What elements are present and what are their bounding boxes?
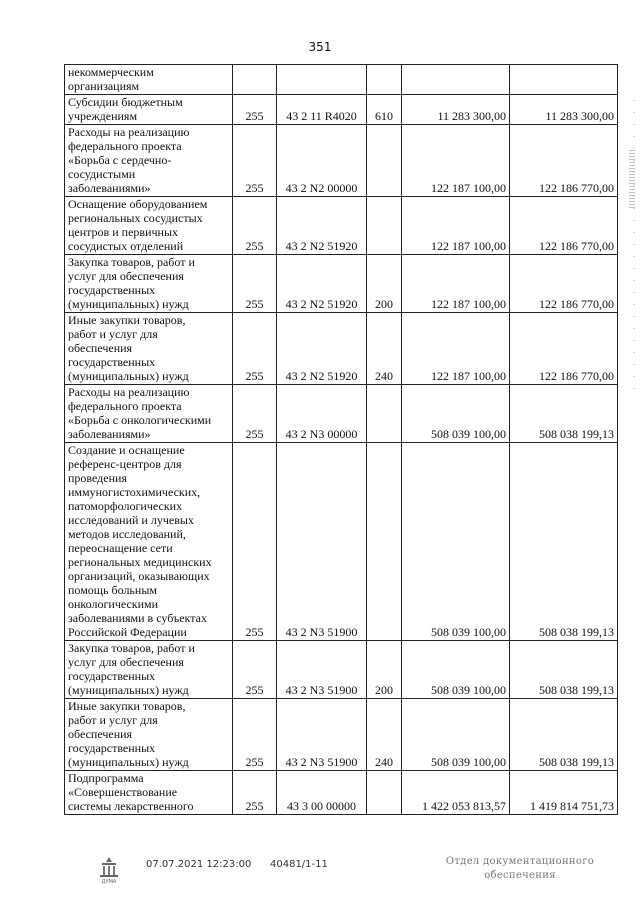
row-name-line: помощь больным	[68, 583, 157, 597]
budget-table-body	[65, 65, 618, 815]
approved-amount: 1 422 053 813,57	[402, 771, 510, 815]
row-name-line: работ и услуг для	[68, 327, 158, 341]
table-row	[65, 255, 618, 313]
approved-amount: 508 039 100,00	[402, 443, 510, 641]
executed-amount: 122 186 770,00	[510, 313, 618, 385]
table-row	[65, 443, 618, 641]
department-code: 255	[233, 125, 277, 197]
department-stamp	[440, 855, 600, 883]
row-name-line: «Борьба с сердечно-	[68, 153, 172, 167]
executed-amount: 1 419 814 751,73	[510, 771, 618, 815]
scan-edge-dots	[633, 100, 635, 400]
executed-amount: 508 038 199,13	[510, 385, 618, 443]
target-article-code: 43 2 N2 51920	[277, 313, 367, 385]
row-name-line: (муниципальных) нужд	[68, 683, 189, 697]
department-code	[233, 65, 277, 95]
row-name-line: Закупка товаров, работ и	[68, 255, 195, 269]
table-row	[65, 699, 618, 771]
row-name	[65, 65, 233, 95]
approved-amount: 508 039 100,00	[402, 641, 510, 699]
row-name-line: услуг для обеспечения	[68, 655, 184, 669]
department-stamp-line: Отдел документационного	[445, 856, 595, 867]
expense-type-code	[367, 65, 402, 95]
row-name	[65, 197, 233, 255]
executed-amount: 11 283 300,00	[510, 95, 618, 125]
row-name-line: Иные закупки товаров,	[68, 699, 186, 713]
table-row	[65, 95, 618, 125]
row-name-line: «Совершенствование	[68, 785, 178, 799]
target-article-code: 43 2 N3 51900	[277, 699, 367, 771]
svg-text:ДУМА: ДУМА	[101, 879, 117, 885]
approved-amount	[402, 65, 510, 95]
row-name-line: иммуногистохимических,	[68, 485, 201, 499]
row-name-line: государственных	[68, 355, 156, 369]
expense-type-code	[367, 125, 402, 197]
row-name	[65, 385, 233, 443]
row-name-line: Российской Федерации	[68, 625, 187, 639]
row-name-line: региональных медицинских	[68, 555, 212, 569]
row-name-line: заболеваниями»	[68, 181, 151, 195]
target-article-code: 43 2 N3 51900	[277, 641, 367, 699]
page-number: 351	[308, 40, 332, 54]
department-code: 255	[233, 255, 277, 313]
expense-type-code: 240	[367, 699, 402, 771]
row-name-line: (муниципальных) нужд	[68, 755, 189, 769]
target-article-code: 43 3 00 00000	[277, 771, 367, 815]
row-name-line: федерального проекта	[68, 399, 182, 413]
row-name-line: онкологическими	[68, 597, 159, 611]
registration-timestamp: 07.07.2021 12:23:00	[146, 859, 252, 870]
approved-amount: 122 187 100,00	[402, 313, 510, 385]
department-stamp-line: обеспечения	[484, 870, 556, 881]
row-name-line: «Борьба с онкологическими	[68, 413, 212, 427]
row-name-line: государственных	[68, 283, 156, 297]
department-code: 255	[233, 699, 277, 771]
row-name-line: работ и услуг для	[68, 713, 158, 727]
executed-amount: 508 038 199,13	[510, 641, 618, 699]
row-name	[65, 699, 233, 771]
table-row	[65, 197, 618, 255]
row-name-line: Субсидии бюджетным	[68, 95, 183, 109]
row-name-line: обеспечения	[68, 341, 133, 355]
target-article-code: 43 2 N3 00000	[277, 385, 367, 443]
department-code: 255	[233, 385, 277, 443]
approved-amount: 508 039 100,00	[402, 385, 510, 443]
row-name	[65, 313, 233, 385]
scan-edge-mark	[629, 150, 635, 210]
registration-number: 40481/1-11	[270, 859, 328, 870]
row-name-line: заболеваниями в субъектах	[68, 611, 207, 625]
row-name-line: региональных сосудистых	[68, 211, 203, 225]
row-name-line: учреждениям	[68, 109, 138, 123]
department-code: 255	[233, 95, 277, 125]
row-name-line: исследований и лучевых	[68, 513, 194, 527]
expense-type-code	[367, 443, 402, 641]
row-name-line: Расходы на реализацию	[68, 125, 190, 139]
row-name-line: проведения	[68, 471, 127, 485]
row-name-line: обеспечения	[68, 727, 133, 741]
target-article-code	[277, 65, 367, 95]
expense-type-code	[367, 771, 402, 815]
row-name-line: Иные закупки товаров,	[68, 313, 186, 327]
duma-emblem-icon	[94, 855, 124, 885]
target-article-code: 43 2 11 R4020	[277, 95, 367, 125]
row-name-line: Подпрограмма	[68, 771, 144, 785]
row-name-line: Закупка товаров, работ и	[68, 641, 195, 655]
row-name-line: некоммерческим	[68, 65, 154, 79]
row-name-line: заболеваниями»	[68, 427, 151, 441]
executed-amount: 508 038 199,13	[510, 443, 618, 641]
executed-amount: 122 186 770,00	[510, 255, 618, 313]
executed-amount	[510, 65, 618, 95]
target-article-code: 43 2 N2 51920	[277, 255, 367, 313]
row-name-line: патоморфологических	[68, 499, 183, 513]
row-name	[65, 443, 233, 641]
row-name-line: сосудистыми	[68, 167, 136, 181]
department-code: 255	[233, 313, 277, 385]
department-code: 255	[233, 771, 277, 815]
row-name-line: государственных	[68, 741, 156, 755]
row-name-line: организаций, оказывающих	[68, 569, 210, 583]
row-name-line: Расходы на реализацию	[68, 385, 190, 399]
row-name-line: системы лекарственного	[68, 799, 194, 813]
expense-type-code: 240	[367, 313, 402, 385]
row-name	[65, 95, 233, 125]
table-row	[65, 641, 618, 699]
row-name-line: (муниципальных) нужд	[68, 297, 189, 311]
expense-type-code: 610	[367, 95, 402, 125]
executed-amount: 122 186 770,00	[510, 197, 618, 255]
approved-amount: 11 283 300,00	[402, 95, 510, 125]
table-row	[65, 313, 618, 385]
row-name-line: референс-центров для	[68, 457, 182, 471]
row-name-line: организациям	[68, 79, 140, 93]
department-code: 255	[233, 641, 277, 699]
budget-table	[64, 64, 618, 815]
row-name	[65, 771, 233, 815]
row-name-line: Создание и оснащение	[68, 443, 185, 457]
row-name	[65, 125, 233, 197]
target-article-code: 43 2 N3 51900	[277, 443, 367, 641]
target-article-code: 43 2 N2 51920	[277, 197, 367, 255]
target-article-code: 43 2 N2 00000	[277, 125, 367, 197]
approved-amount: 508 039 100,00	[402, 699, 510, 771]
row-name-line: федерального проекта	[68, 139, 182, 153]
row-name	[65, 641, 233, 699]
row-name-line: методов исследований,	[68, 527, 186, 541]
expense-type-code	[367, 197, 402, 255]
approved-amount: 122 187 100,00	[402, 125, 510, 197]
row-name-line: сосудистых отделений	[68, 239, 184, 253]
approved-amount: 122 187 100,00	[402, 197, 510, 255]
executed-amount: 122 186 770,00	[510, 125, 618, 197]
expense-type-code: 200	[367, 255, 402, 313]
department-code: 255	[233, 443, 277, 641]
row-name-line: центров и первичных	[68, 225, 179, 239]
document-footer	[0, 855, 640, 900]
executed-amount: 508 038 199,13	[510, 699, 618, 771]
department-code: 255	[233, 197, 277, 255]
expense-type-code	[367, 385, 402, 443]
row-name-line: (муниципальных) нужд	[68, 369, 189, 383]
row-name	[65, 255, 233, 313]
row-name-line: услуг для обеспечения	[68, 269, 184, 283]
row-name-line: государственных	[68, 669, 156, 683]
table-row	[65, 125, 618, 197]
row-name-line: переоснащение сети	[68, 541, 173, 555]
expense-type-code: 200	[367, 641, 402, 699]
row-name-line: Оснащение оборудованием	[68, 197, 208, 211]
table-row	[65, 385, 618, 443]
approved-amount: 122 187 100,00	[402, 255, 510, 313]
table-row	[65, 771, 618, 815]
table-row	[65, 65, 618, 95]
